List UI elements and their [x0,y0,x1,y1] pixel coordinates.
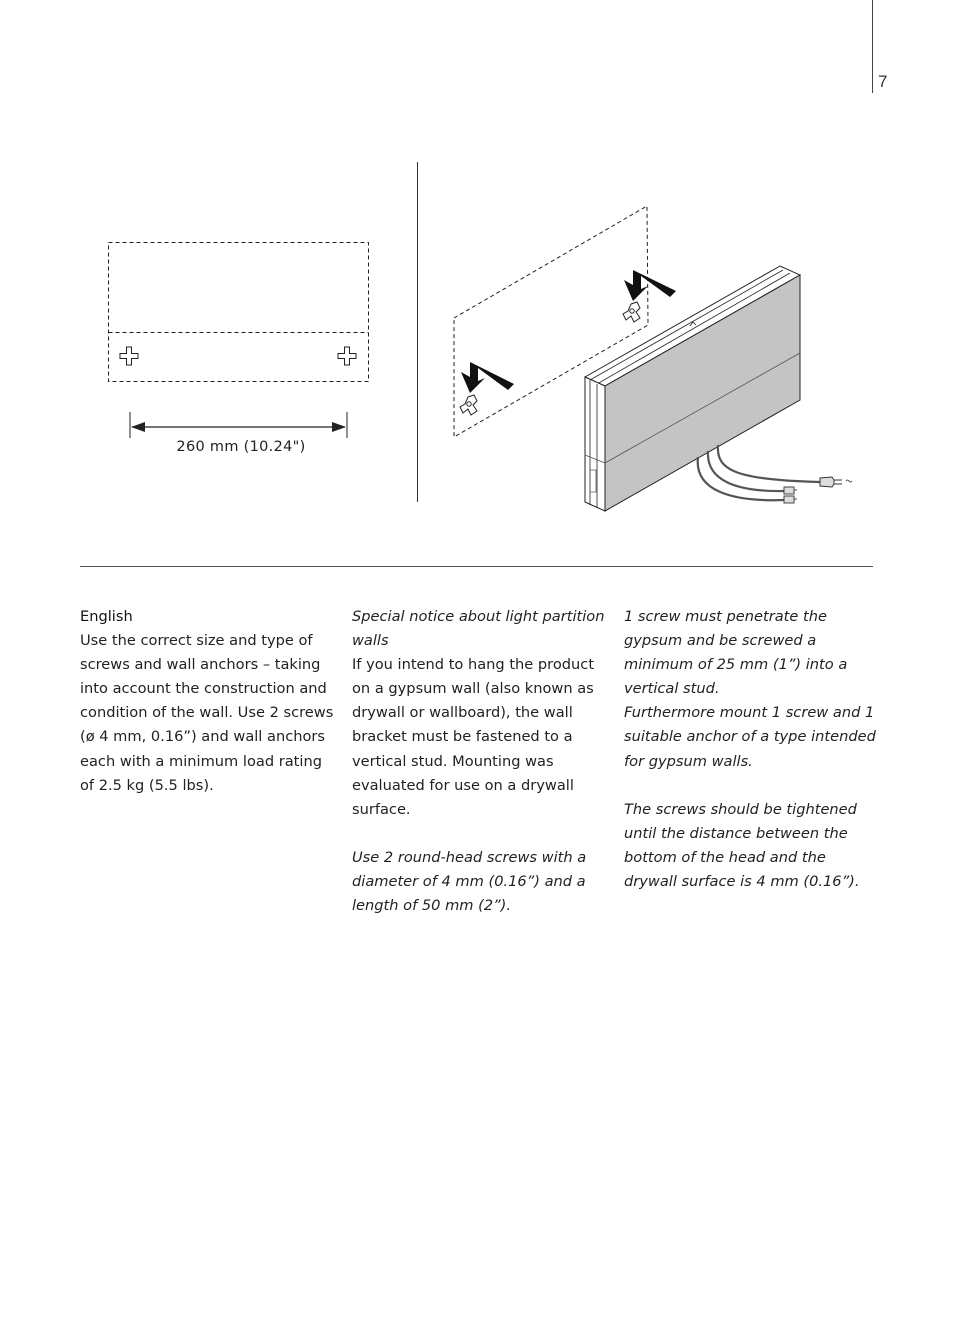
keyhole-left-icon [120,347,138,365]
english-line: of 2.5 kg (5.5 lbs). [80,776,214,794]
english-heading: English [80,608,133,625]
english-line: condition of the wall. Use 2 screws [80,704,334,722]
notice-italic-line: diameter of 4 mm (0.16”) and a [352,872,586,890]
dimension-arrow [130,412,347,438]
english-line: Use the correct size and type of [80,632,313,650]
notice-line: surface. [352,800,411,818]
dimension-label: 260 mm (10.24") [176,439,306,455]
notice-line: on a gypsum wall (also known as [352,680,594,698]
notice-line: If you intend to hang the product [352,656,595,674]
screws-line: vertical stud. [624,680,720,698]
notice-heading: Special notice about light partition [352,608,605,625]
product-body [585,266,800,511]
tighten-line: The screws should be tightened [624,800,857,818]
tighten-line: drywall surface is 4 mm (0.16”). [624,872,860,890]
screws-line: 1 screw must penetrate the [624,608,827,625]
notice-line: drywall or wallboard), the wall [352,704,573,722]
arrow-lower-icon [461,362,514,393]
drilling-template [109,243,369,382]
screw-lower-icon [460,395,477,415]
notice-line: evaluated for use on a drywall [352,776,574,794]
connector-icons [784,487,797,503]
keyhole-right-icon [338,347,356,365]
notice-italic-line: Use 2 round-head screws with a [352,848,587,866]
tighten-line: bottom of the head and the [624,848,826,866]
column-english [80,605,342,798]
plug-icon [820,477,852,487]
notice-line: bracket must be fastened to a [352,728,573,746]
english-line: each with a minimum load rating [80,752,322,770]
cables [698,445,820,500]
column-notice [352,605,620,918]
page-number: 7 [878,72,888,91]
english-line: (ø 4 mm, 0.16”) and wall anchors [80,728,326,746]
screws-line: for gypsum walls. [624,752,753,770]
mounting-illustration [0,0,954,560]
screw-upper-icon [623,302,640,322]
english-line: into account the construction and [80,680,327,698]
notice-line: vertical stud. Mounting was [352,752,554,770]
screws-line: gypsum and be screwed a [624,632,817,650]
arrow-upper-icon [624,270,676,301]
english-line: screws and wall anchors – taking [80,656,321,674]
notice-heading: walls [352,632,389,650]
screws-line: minimum of 25 mm (1”) into a [624,656,848,674]
tighten-line: until the distance between the [624,824,848,842]
notice-italic-line: length of 50 mm (2”). [352,897,512,915]
column-screws [624,605,894,894]
screws-line: suitable anchor of a type intended [624,728,876,746]
screws-line: Furthermore mount 1 screw and 1 [624,704,875,722]
section-divider [80,566,873,567]
